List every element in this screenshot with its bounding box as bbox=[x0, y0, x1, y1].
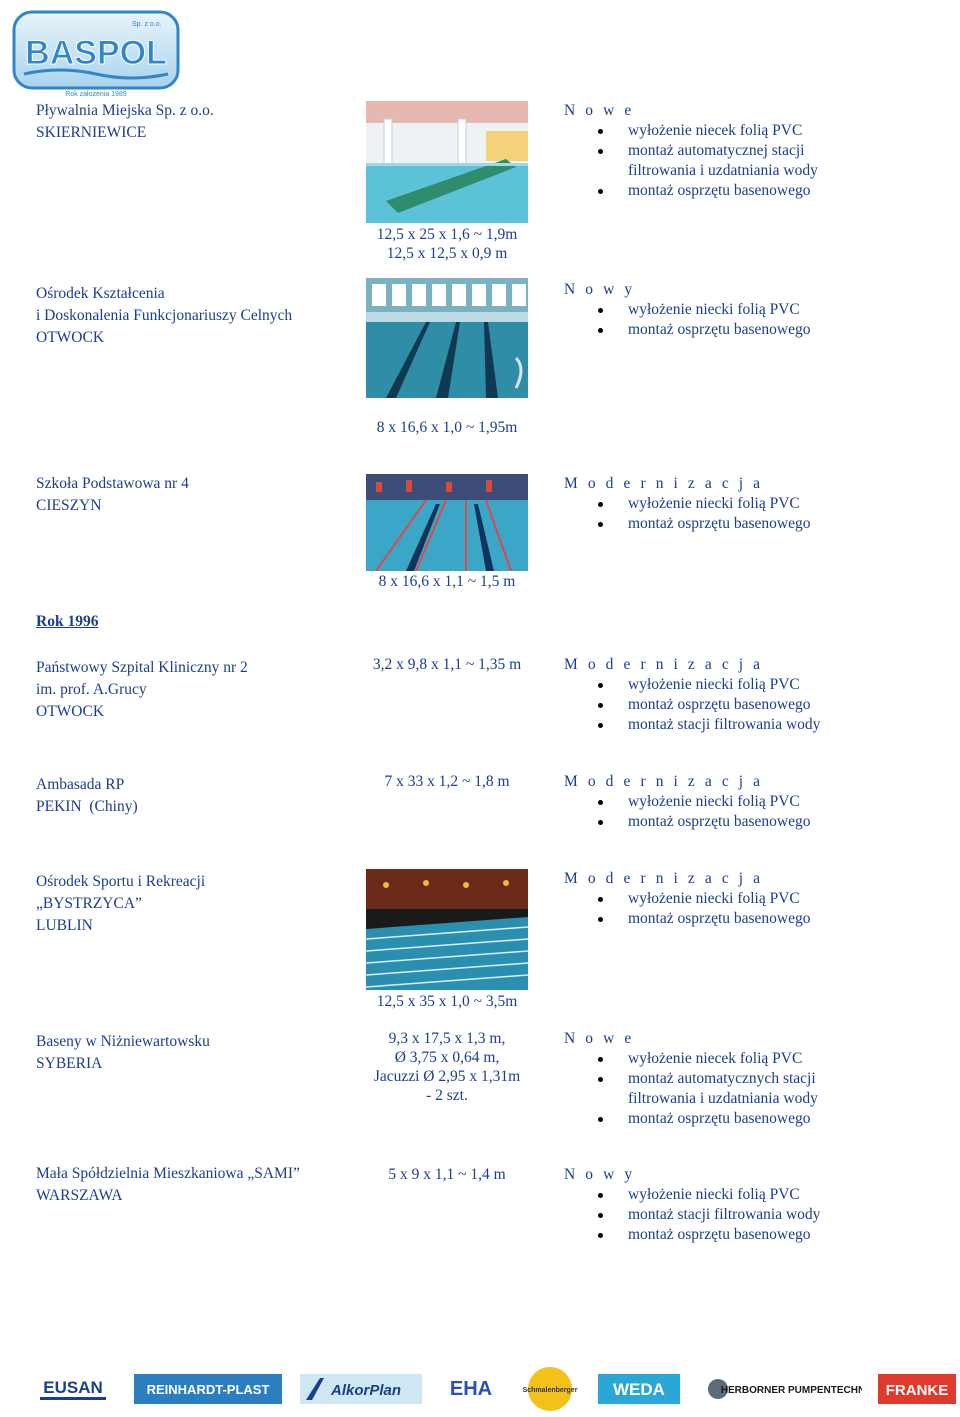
svg-text:HERBORNER PUMPENTECHNIK: HERBORNER PUMPENTECHNIK bbox=[720, 1385, 862, 1396]
work-item-continuation: filtrowania i uzdatniania wody bbox=[628, 1090, 818, 1107]
dimension-line: 12,5 x 35 x 1,0 ~ 3,5m bbox=[376, 993, 518, 1010]
work-item: wyłożenie niecki folią PVC bbox=[564, 792, 811, 812]
work-scope bbox=[564, 655, 820, 735]
work-item: montaż osprzętu basenowego bbox=[564, 909, 811, 929]
work-scope bbox=[564, 474, 811, 534]
entry-organization bbox=[36, 774, 138, 818]
work-type: N o w e bbox=[564, 1030, 635, 1047]
dimension-line: 12,5 x 25 x 1,6 ~ 1,9m bbox=[376, 226, 518, 243]
org-name: Ośrodek Kształcenia bbox=[36, 285, 165, 302]
pool-dimensions bbox=[347, 225, 547, 263]
work-item: montaż osprzętu basenowego bbox=[564, 514, 811, 534]
org-name: im. prof. A.Grucy bbox=[36, 681, 147, 698]
work-item: wyłożenie niecki folią PVC bbox=[564, 889, 811, 909]
org-name: i Doskonalenia Funkcjonariuszy Celnych bbox=[36, 307, 293, 324]
dimension-line: - 2 szt. bbox=[426, 1087, 468, 1104]
pool-photo bbox=[366, 869, 528, 990]
work-type: N o w y bbox=[564, 1166, 636, 1183]
dimension-line: Ø 3,75 x 0,64 m, bbox=[394, 1049, 500, 1066]
work-scope bbox=[564, 869, 811, 929]
org-name: „BYSTRZYCA” bbox=[36, 895, 142, 912]
sponsor-logo-weda bbox=[598, 1374, 680, 1404]
work-item: montaż osprzętu basenowego bbox=[564, 181, 818, 201]
work-scope bbox=[564, 772, 811, 832]
pool-dimensions bbox=[347, 772, 547, 791]
org-name: Państwowy Szpital Kliniczny nr 2 bbox=[36, 659, 248, 676]
pool-dimensions bbox=[347, 418, 547, 437]
svg-text:EUSAN: EUSAN bbox=[43, 1378, 103, 1397]
entry-organization bbox=[36, 1031, 210, 1075]
work-type: N o w y bbox=[564, 281, 636, 298]
dimension-line: 12,5 x 12,5 x 0,9 m bbox=[386, 245, 508, 262]
dimension-line: 5 x 9 x 1,1 ~ 1,4 m bbox=[388, 1166, 506, 1183]
svg-text:WEDA: WEDA bbox=[613, 1380, 665, 1399]
year-heading: Rok 1996 bbox=[36, 613, 99, 630]
work-item: wyłożenie niecki folią PVC bbox=[564, 494, 811, 514]
sponsor-logo-schmalenberger bbox=[520, 1366, 580, 1412]
logo-wordmark: BASPOL bbox=[25, 34, 167, 72]
org-name: Mała Spółdzielnia Mieszkaniowa „SAMI” bbox=[36, 1165, 300, 1182]
logo-founded-text: Rok założenia 1989 bbox=[65, 91, 127, 98]
pool-photo bbox=[366, 278, 528, 398]
logo-small-text: Sp. z o.o. bbox=[132, 21, 162, 28]
sponsor-logo-eusan bbox=[36, 1374, 110, 1404]
org-city: WARSZAWA bbox=[36, 1187, 123, 1204]
svg-text:REINHARDT-PLAST: REINHARDT-PLAST bbox=[146, 1382, 270, 1397]
sponsor-logo-franke bbox=[878, 1374, 956, 1404]
org-city: OTWOCK bbox=[36, 703, 105, 720]
work-scope bbox=[564, 101, 818, 201]
work-item: montaż osprzętu basenowego bbox=[564, 1225, 820, 1245]
svg-text:EHA: EHA bbox=[449, 1378, 493, 1400]
work-item: wyłożenie niecek folią PVC bbox=[564, 121, 818, 141]
work-item: montaż osprzętu basenowego bbox=[564, 320, 811, 340]
sponsor-logos-bar bbox=[0, 1366, 960, 1414]
work-item-continuation: filtrowania i uzdatniania wody bbox=[628, 162, 818, 179]
work-item: montaż automatycznych stacji bbox=[564, 1069, 818, 1089]
entry-organization bbox=[36, 473, 189, 517]
entry-organization bbox=[36, 1163, 300, 1207]
org-city: PEKIN (Chiny) bbox=[36, 798, 138, 815]
pool-dimensions bbox=[347, 992, 547, 1011]
pool-dimensions bbox=[347, 655, 547, 674]
pool-dimensions bbox=[347, 1165, 547, 1184]
org-name: Baseny w Niżniewartowsku bbox=[36, 1033, 210, 1050]
baspol-logo bbox=[12, 10, 180, 98]
svg-text:Schmalenberger: Schmalenberger bbox=[522, 1387, 578, 1394]
work-type: M o d e r n i z a c j a bbox=[564, 870, 764, 887]
org-name: Pływalnia Miejska Sp. z o.o. bbox=[36, 102, 214, 119]
entry-organization bbox=[36, 100, 214, 144]
pool-dimensions bbox=[347, 1029, 547, 1105]
work-scope bbox=[564, 280, 811, 340]
org-city: CIESZYN bbox=[36, 497, 102, 514]
dimension-line: 7 x 33 x 1,2 ~ 1,8 m bbox=[384, 773, 510, 790]
org-name: Szkoła Podstawowa nr 4 bbox=[36, 475, 189, 492]
work-type: M o d e r n i z a c j a bbox=[564, 475, 764, 492]
entry-organization bbox=[36, 657, 248, 723]
svg-text:AlkorPlan: AlkorPlan bbox=[330, 1382, 402, 1399]
work-item: wyłożenie niecki folią PVC bbox=[564, 675, 820, 695]
sponsor-logo-reinhardt-plast bbox=[134, 1374, 282, 1404]
svg-text:FRANKE: FRANKE bbox=[885, 1382, 949, 1399]
pool-photo bbox=[366, 474, 528, 571]
dimension-line: 9,3 x 17,5 x 1,3 m, bbox=[388, 1030, 506, 1047]
work-type: N o w e bbox=[564, 102, 635, 119]
work-item: montaż osprzętu basenowego bbox=[564, 812, 811, 832]
dimension-line: Jacuzzi Ø 2,95 x 1,31m bbox=[373, 1068, 521, 1085]
work-scope bbox=[564, 1165, 820, 1245]
entry-organization bbox=[36, 283, 292, 349]
work-item: montaż stacji filtrowania wody bbox=[564, 1205, 820, 1225]
org-city: SKIERNIEWICE bbox=[36, 124, 147, 141]
dimension-line: 3,2 x 9,8 x 1,1 ~ 1,35 m bbox=[372, 656, 522, 673]
work-item: wyłożenie niecki folią PVC bbox=[564, 1185, 820, 1205]
sponsor-logo-alkorplan bbox=[300, 1374, 422, 1404]
dimension-line: 8 x 16,6 x 1,0 ~ 1,95m bbox=[376, 419, 518, 436]
work-item: montaż stacji filtrowania wody bbox=[564, 715, 820, 735]
pool-dimensions bbox=[347, 572, 547, 591]
work-type: M o d e r n i z a c j a bbox=[564, 656, 764, 673]
dimension-line: 8 x 16,6 x 1,1 ~ 1,5 m bbox=[378, 573, 516, 590]
work-item: wyłożenie niecki folią PVC bbox=[564, 300, 811, 320]
org-name: Ośrodek Sportu i Rekreacji bbox=[36, 873, 206, 890]
org-city: LUBLIN bbox=[36, 917, 93, 934]
pool-photo bbox=[366, 101, 528, 223]
org-city: OTWOCK bbox=[36, 329, 105, 346]
org-city: SYBERIA bbox=[36, 1055, 103, 1072]
entry-organization bbox=[36, 871, 205, 937]
sponsor-logo-herborner bbox=[700, 1374, 862, 1404]
work-item: montaż osprzętu basenowego bbox=[564, 695, 820, 715]
sponsor-logo-eha bbox=[440, 1374, 502, 1404]
work-scope bbox=[564, 1029, 818, 1129]
work-item: wyłożenie niecek folią PVC bbox=[564, 1049, 818, 1069]
org-name: Ambasada RP bbox=[36, 776, 125, 793]
work-type: M o d e r n i z a c j a bbox=[564, 773, 764, 790]
work-item: montaż osprzętu basenowego bbox=[564, 1109, 818, 1129]
work-item: montaż automatycznej stacji bbox=[564, 141, 818, 161]
